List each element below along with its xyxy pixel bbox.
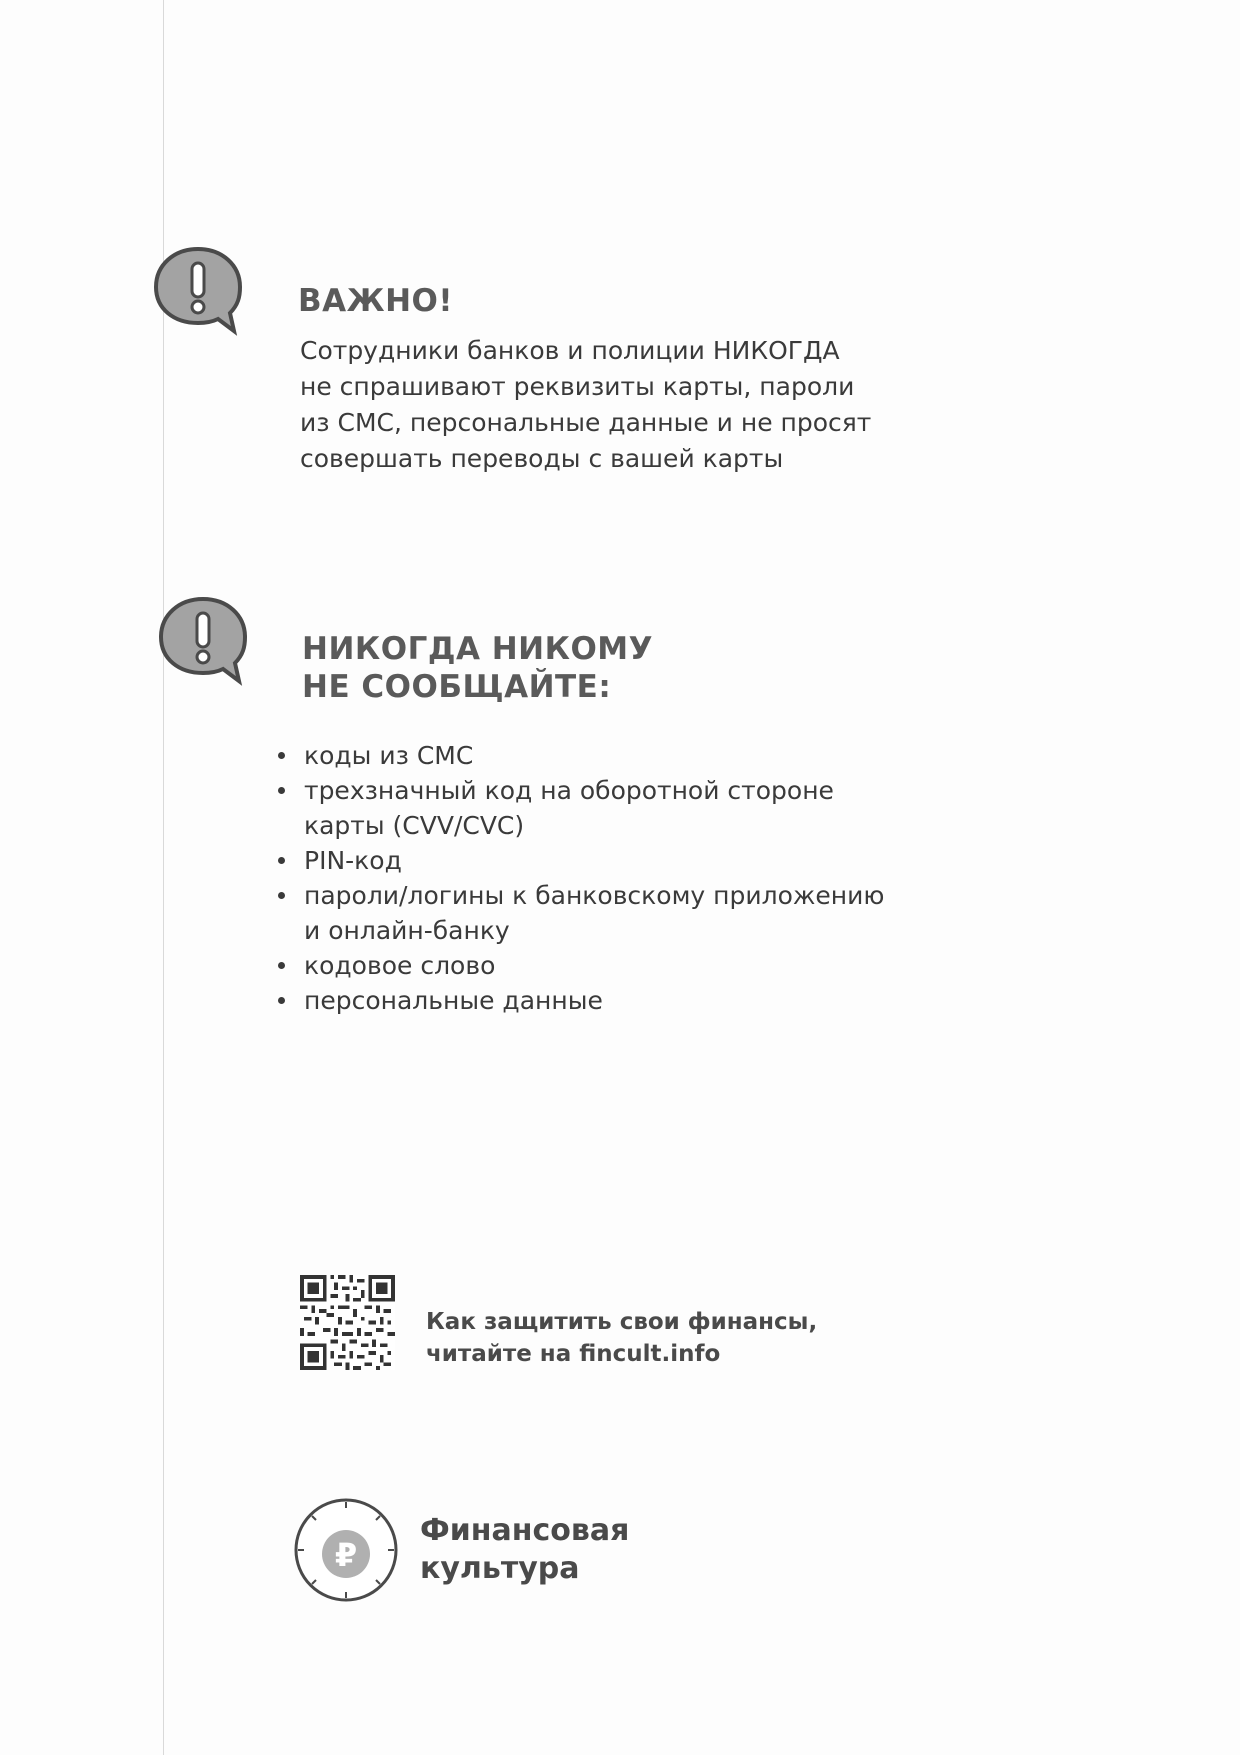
logo-text-line: Финансовая (420, 1513, 630, 1548)
bullet-icon (278, 787, 285, 794)
important-text (300, 333, 871, 477)
ruble-symbol: ₽ (334, 1536, 358, 1574)
logo-text (420, 1512, 629, 1588)
never-heading (302, 630, 653, 706)
list-item-line: пароли/логины к банковскому приложению (304, 881, 885, 910)
warning-speech-bubble-icon (155, 595, 251, 687)
important-line: не спрашивают реквизиты карты, пароли (300, 372, 855, 401)
list-item-line: кодовое слово (304, 951, 496, 980)
financial-culture-logo-icon (292, 1496, 400, 1604)
important-line: из СМС, персональные данные и не просят (300, 408, 872, 437)
list-item (272, 738, 884, 773)
list-item-line: коды из СМС (304, 741, 474, 770)
list-item-line: трехзначный код на оборотной стороне (304, 776, 834, 805)
list-item-line: PIN-код (304, 846, 402, 875)
list-item (272, 843, 884, 878)
list-item-line: карты (CVV/CVC) (304, 811, 525, 840)
bullet-icon (278, 997, 285, 1004)
list-item-line: и онлайн-банку (304, 916, 510, 945)
logo-text-line: культура (420, 1551, 580, 1586)
qr-caption-line[interactable]: читайте на fincult.info (426, 1341, 721, 1367)
list-item (272, 773, 884, 843)
qr-code-icon[interactable] (300, 1275, 395, 1370)
qr-caption-line: Как защитить свои финансы, (426, 1309, 818, 1335)
list-item-line: персональные данные (304, 986, 603, 1015)
bullet-icon (278, 752, 285, 759)
bullet-icon (278, 857, 285, 864)
never-heading-line: НИКОГДА НИКОМУ (302, 631, 654, 667)
list-item (272, 948, 884, 983)
qr-caption (426, 1306, 817, 1370)
list-item (272, 983, 884, 1018)
warning-speech-bubble-icon (150, 245, 246, 337)
list-item (272, 878, 884, 948)
bullet-icon (278, 892, 285, 899)
never-list (272, 738, 884, 1018)
bullet-icon (278, 962, 285, 969)
never-heading-line: НЕ СООБЩАЙТЕ: (302, 669, 612, 705)
important-heading: ВАЖНО! (298, 283, 454, 319)
important-line: совершать переводы с вашей карты (300, 444, 784, 473)
important-line: Сотрудники банков и полиции НИКОГДА (300, 336, 840, 365)
